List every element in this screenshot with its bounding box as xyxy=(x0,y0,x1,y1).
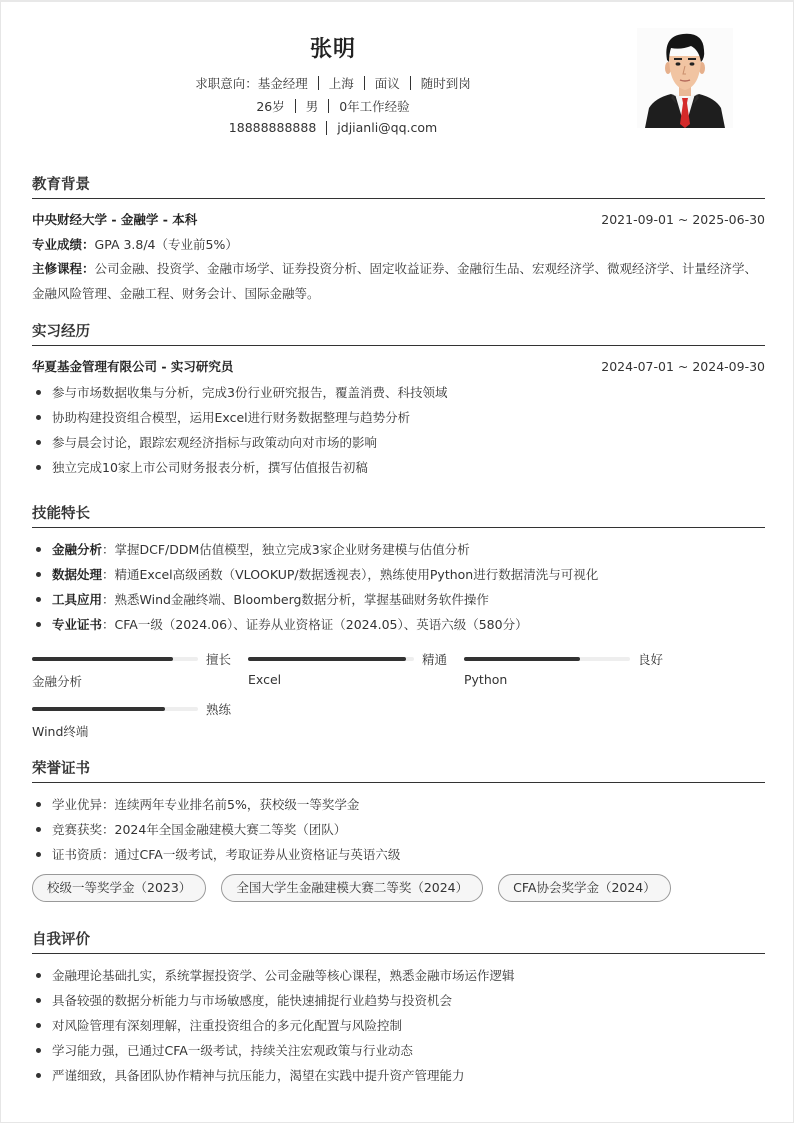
section-title: 实习经历 xyxy=(32,322,765,346)
section-title: 自我评价 xyxy=(32,930,765,954)
skill-track xyxy=(32,707,198,711)
school-degree: 中央财经大学 - 金融学 - 本科 xyxy=(32,212,198,227)
education-entry-header xyxy=(32,208,765,233)
education-section xyxy=(32,175,765,306)
education-dates: 2021-09-01 ~ 2025-06-30 xyxy=(601,212,765,227)
list-item: 学业优异：连续两年专业排名前5%，获校级一等奖学金 xyxy=(32,792,765,817)
internship-section xyxy=(32,322,765,480)
skill-bar-wind xyxy=(32,702,232,740)
honors-section xyxy=(32,759,765,902)
job-intent-line xyxy=(1,74,665,92)
candidate-name: 张明 xyxy=(309,37,356,62)
gender: 男 xyxy=(305,99,319,114)
list-item xyxy=(32,562,765,587)
company-role: 华夏基金管理有限公司 - 实习研究员 xyxy=(32,359,234,374)
list-item xyxy=(32,537,765,562)
internship-dates: 2024-07-01 ~ 2024-09-30 xyxy=(601,359,765,374)
skill-level: 精通 xyxy=(422,652,448,667)
job-intent-city: 上海 xyxy=(328,76,354,91)
list-item: 严谨细致，具备团队协作精神与抗压能力，渴望在实践中提升资产管理能力 xyxy=(32,1063,765,1088)
section-title: 教育背景 xyxy=(32,175,765,199)
skill-level: 擅长 xyxy=(206,652,232,667)
honor-tag: 全国大学生金融建模大赛二等奖（2024） xyxy=(221,874,483,902)
skill-name: Wind终端 xyxy=(32,724,89,739)
avatar xyxy=(637,28,733,128)
gpa-line xyxy=(32,233,765,258)
separator xyxy=(364,76,365,90)
skill-level: 熟练 xyxy=(206,702,232,717)
job-intent-salary: 面议 xyxy=(374,76,400,91)
skill-track xyxy=(464,657,630,661)
separator xyxy=(318,76,319,90)
list-item: 对风险管理有深刻理解，注重投资组合的多元化配置与风险控制 xyxy=(32,1013,765,1038)
self-evaluation-bullets xyxy=(32,963,765,1088)
gpa-label: 专业成绩： xyxy=(32,236,95,252)
job-intent-availability: 随时到岗 xyxy=(420,76,471,91)
skills-section xyxy=(32,504,765,637)
job-intent-position: 基金经理 xyxy=(257,76,308,91)
separator xyxy=(295,99,296,113)
skills-bullets xyxy=(32,537,765,637)
email: jdjianli@qq.com xyxy=(337,120,438,135)
contact-line xyxy=(1,120,665,135)
skill-bar-finance xyxy=(32,652,232,690)
honor-tags xyxy=(32,874,765,902)
honors-bullets xyxy=(32,792,765,867)
skill-text: ：熟悉Wind金融终端、Bloomberg数据分析，掌握基础财务软件操作 xyxy=(102,592,489,607)
skill-track xyxy=(32,657,198,661)
list-item: 学习能力强，已通过CFA一级考试，持续关注宏观政策与行业动态 xyxy=(32,1038,765,1063)
list-item xyxy=(32,612,765,637)
internship-entry-header xyxy=(32,355,765,380)
skill-fill xyxy=(32,707,165,711)
courses-line xyxy=(32,257,765,306)
list-item xyxy=(32,587,765,612)
section-title: 荣誉证书 xyxy=(32,759,765,783)
separator xyxy=(328,99,329,113)
skill-name: Python xyxy=(464,672,508,687)
personal-info-line xyxy=(1,97,665,115)
job-intent-label: 求职意向： xyxy=(195,76,258,91)
resume-header xyxy=(1,2,794,162)
avatar-illustration-icon xyxy=(637,28,733,128)
list-item: 独立完成10家上市公司财务报表分析，撰写估值报告初稿 xyxy=(32,455,765,480)
self-evaluation-section xyxy=(32,930,765,1088)
list-item: 竞赛获奖：2024年全国金融建模大赛二等奖（团队） xyxy=(32,817,765,842)
internship-bullets xyxy=(32,380,765,480)
honor-tag: 校级一等奖学金（2023） xyxy=(32,874,206,902)
list-item: 参与晨会讨论，跟踪宏观经济指标与政策动向对市场的影响 xyxy=(32,430,765,455)
list-item: 金融理论基础扎实，系统掌握投资学、公司金融等核心课程，熟悉金融市场运作逻辑 xyxy=(32,963,765,988)
skill-fill xyxy=(248,657,406,661)
skill-text: ：掌握DCF/DDM估值模型，独立完成3家企业财务建模与估值分析 xyxy=(102,542,470,557)
skill-fill xyxy=(32,657,173,661)
separator xyxy=(410,76,411,90)
list-item: 具备较强的数据分析能力与市场敏感度，能快速捕捉行业趋势与投资机会 xyxy=(32,988,765,1013)
skill-fill xyxy=(464,657,580,661)
skill-name: Excel xyxy=(248,672,282,687)
skill-text: ：CFA一级（2024.06）、证券从业资格证（2024.05）、英语六级（580分） xyxy=(102,617,528,632)
list-item: 参与市场数据收集与分析，完成3份行业研究报告，覆盖消费、科技领域 xyxy=(32,380,765,405)
skill-label: 金融分析 xyxy=(52,542,103,557)
skill-text: ：精通Excel高级函数（VLOOKUP/数据透视表），熟练使用Python进行数据清洗与可视化 xyxy=(102,567,599,582)
separator xyxy=(326,121,327,135)
courses-value: 公司金融、投资学、金融市场学、证券投资分析、固定收益证券、金融衍生品、宏观经济学、微观经济学、计量经济学、金融风险管理、金融工程、财务会计、国际金融等。 xyxy=(32,261,758,301)
skill-name: 金融分析 xyxy=(32,674,83,689)
skill-track xyxy=(248,657,414,661)
skill-bar-python xyxy=(464,652,664,687)
skill-bar-excel xyxy=(248,652,448,687)
section-title: 技能特长 xyxy=(32,504,765,528)
skill-label: 工具应用 xyxy=(52,592,103,607)
skill-label: 数据处理 xyxy=(52,567,103,582)
list-item: 证书资质：通过CFA一级考试，考取证券从业资格证与英语六级 xyxy=(32,842,765,867)
gpa-value: GPA 3.8/4（专业前5%） xyxy=(94,236,238,252)
list-item: 协助构建投资组合模型，运用Excel进行财务数据整理与趋势分析 xyxy=(32,405,765,430)
work-experience: 0年工作经验 xyxy=(339,99,410,114)
skill-level: 良好 xyxy=(638,652,664,667)
courses-label: 主修课程： xyxy=(32,261,95,276)
age: 26岁 xyxy=(256,99,285,114)
skill-label: 专业证书 xyxy=(52,617,103,632)
honor-tag: CFA协会奖学金（2024） xyxy=(498,874,671,902)
phone: 18888888888 xyxy=(228,120,317,135)
